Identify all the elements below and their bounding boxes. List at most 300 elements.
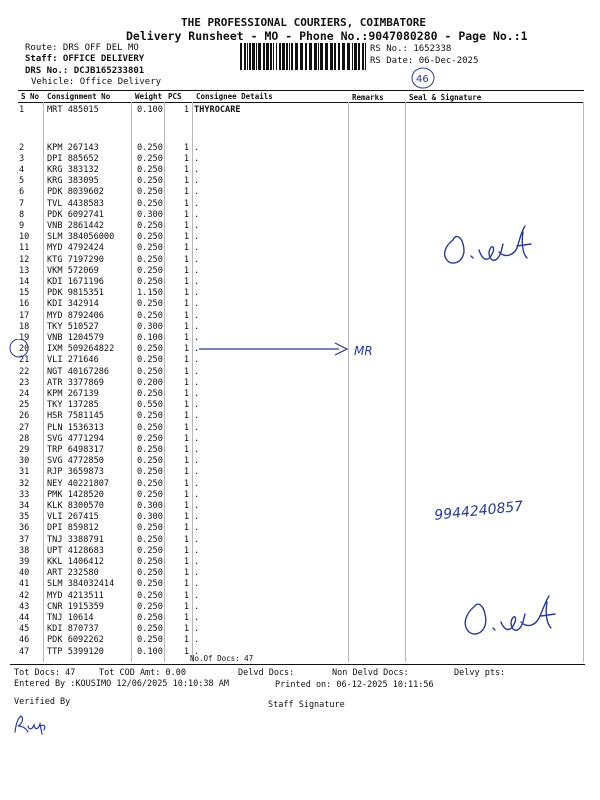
verified-by: Verified By [14, 697, 71, 707]
row-weight: 0.250 [137, 142, 163, 153]
row-sno: 18 [19, 321, 30, 332]
col-seal-signature: Seal & Signature [409, 93, 482, 102]
row-consignment-no: DPI 885652 [47, 153, 99, 164]
row-weight: 0.250 [137, 478, 163, 489]
row-consignment-no: VLI 267415 [47, 512, 99, 523]
row-consignment-no: TVL 4438583 [47, 198, 104, 209]
table-row [0, 546, 600, 556]
row-pcs: 1 [183, 601, 189, 612]
row-consignment-no: PDK 6092741 [47, 209, 104, 220]
row-weight: 0.100 [137, 332, 163, 343]
row-weight: 0.250 [137, 624, 163, 635]
table-row [0, 434, 600, 444]
row-consignee: . [194, 164, 200, 175]
row-consignee: . [194, 512, 200, 523]
row-consignee: . [194, 153, 200, 164]
row-consignee: . [194, 254, 200, 265]
table-row [0, 105, 600, 115]
row-consignment-no: KDI 1671196 [47, 276, 104, 287]
row-sno: 19 [19, 332, 30, 343]
row-consignee: . [194, 478, 200, 489]
row-consignment-no: KRG 383132 [47, 164, 99, 175]
row-consignee: . [194, 198, 200, 209]
row-consignment-no: MYD 8792406 [47, 310, 104, 321]
route-label: Route: DRS OFF DEL MO [25, 43, 139, 53]
row-consignee: . [194, 646, 200, 657]
row-weight: 0.250 [137, 456, 163, 467]
row-pcs: 1 [183, 568, 189, 579]
row-pcs: 1 [183, 646, 189, 657]
table-row [0, 367, 600, 377]
row-consignee: . [194, 344, 200, 355]
row-sno: 28 [19, 433, 30, 444]
table-row [0, 423, 600, 433]
row-consignment-no: KDI 342914 [47, 299, 99, 310]
row-weight: 0.250 [137, 276, 163, 287]
svg-text:MR: MR [354, 344, 373, 358]
row-consignment-no: SVG 4772850 [47, 456, 104, 467]
table-row [0, 299, 600, 309]
row-sno: 9 [19, 220, 25, 231]
row-consignment-no: SLM 384056000 [47, 232, 115, 243]
row-sno: 14 [19, 276, 30, 287]
table-row [0, 568, 600, 578]
row-weight: 0.300 [137, 512, 163, 523]
row-pcs: 1 [183, 265, 189, 276]
row-pcs: 1 [183, 355, 189, 366]
row-sno: 5 [19, 176, 25, 187]
row-pcs: 1 [183, 299, 189, 310]
row-consignee: . [194, 187, 200, 198]
row-sno: 6 [19, 187, 25, 198]
row-weight: 0.250 [137, 422, 163, 433]
row-pcs: 1 [183, 411, 189, 422]
row-weight: 0.250 [137, 523, 163, 534]
row-sno: 29 [19, 444, 30, 455]
row-weight: 0.250 [137, 198, 163, 209]
row-consignee: . [194, 444, 200, 455]
row-pcs: 1 [183, 344, 189, 355]
handwritten-page-mark [410, 66, 436, 90]
row-weight: 0.250 [137, 433, 163, 444]
svg-text:9944240857: 9944240857 [433, 498, 524, 524]
row-pcs: 1 [183, 243, 189, 254]
row-weight: 0.250 [137, 220, 163, 231]
row-consignee: . [194, 467, 200, 478]
row-consignee: . [194, 601, 200, 612]
row-consignment-no: MYD 4213511 [47, 590, 104, 601]
row-weight: 0.250 [137, 164, 163, 175]
row-sno: 34 [19, 500, 30, 511]
row-weight: 0.300 [137, 209, 163, 220]
row-sno: 25 [19, 400, 30, 411]
row-consignment-no: DPI 859812 [47, 523, 99, 534]
row-consignee: . [194, 612, 200, 623]
vehicle-label: Vehicle: Office Delivery [31, 77, 162, 87]
row-sno: 7 [19, 198, 25, 209]
row-weight: 0.250 [137, 187, 163, 198]
row-pcs: 1 [183, 377, 189, 388]
row-weight: 0.250 [137, 366, 163, 377]
col-sno: S No [21, 92, 40, 101]
row-sno: 26 [19, 411, 30, 422]
row-weight: 0.250 [137, 444, 163, 455]
col-weight: Weight [135, 92, 163, 101]
row-pcs: 1 [183, 198, 189, 209]
entered-by: Entered By :KOUSIMO 12/06/2025 10:10:38 AM [14, 679, 229, 689]
row-sno: 37 [19, 534, 30, 545]
rs-date: RS Date: 06-Dec-2025 [370, 56, 479, 66]
row-sno: 21 [19, 355, 30, 366]
row-weight: 0.250 [137, 388, 163, 399]
row-weight: 0.250 [137, 612, 163, 623]
row-consignment-no: SVG 4771294 [47, 433, 104, 444]
row-consignment-no: VKM 572069 [47, 265, 99, 276]
row-pcs: 1 [183, 579, 189, 590]
row-weight: 0.250 [137, 534, 163, 545]
row-sno: 31 [19, 467, 30, 478]
staff-signature-label: Staff Signature [268, 700, 345, 710]
row-pcs: 1 [183, 467, 189, 478]
col-remarks: Remarks [352, 93, 384, 102]
document-subtitle: Delivery Runsheet - MO - Phone No.:9047080280 - Page No.:1 [126, 29, 528, 43]
row-weight: 0.250 [137, 299, 163, 310]
row-pcs: 1 [183, 105, 189, 115]
row-consignment-no: ART 232580 [47, 568, 99, 579]
row-consignee: . [194, 523, 200, 534]
header-top-rule [18, 90, 584, 91]
row-sno: 35 [19, 512, 30, 523]
table-row [0, 411, 600, 421]
row-pcs: 1 [183, 232, 189, 243]
row-sno: 16 [19, 299, 30, 310]
row-consignment-no: KPM 267139 [47, 388, 99, 399]
row-consignee: . [194, 288, 200, 299]
row-sno: 46 [19, 635, 30, 646]
row-sno: 3 [19, 153, 25, 164]
delvd-docs: Delvd Docs: [238, 668, 295, 678]
row-pcs: 1 [183, 254, 189, 265]
no-of-docs: No.Of Docs: 47 [190, 654, 254, 663]
row-sno: 41 [19, 579, 30, 590]
table-bottom-rule [10, 664, 585, 665]
table-row [0, 143, 600, 153]
row-pcs: 1 [183, 556, 189, 567]
table-row [0, 176, 600, 186]
row-consignee: . [194, 332, 200, 343]
row-consignee: THYROCARE [194, 105, 241, 115]
table-row [0, 647, 600, 657]
row-weight: 0.250 [137, 153, 163, 164]
row-sno: 8 [19, 209, 25, 220]
row-sno: 22 [19, 366, 30, 377]
svg-text:46: 46 [416, 74, 429, 85]
barcode [240, 43, 368, 70]
row-sno: 24 [19, 388, 30, 399]
row-sno: 39 [19, 556, 30, 567]
row-pcs: 1 [183, 545, 189, 556]
row-consignee: . [194, 433, 200, 444]
row-consignment-no: TKY 510527 [47, 321, 99, 332]
row-consignment-no: KDI 870737 [47, 624, 99, 635]
table-row [0, 187, 600, 197]
row-sno: 2 [19, 142, 25, 153]
row-weight: 0.300 [137, 500, 163, 511]
row-weight: 0.550 [137, 400, 163, 411]
row-weight: 0.250 [137, 467, 163, 478]
row-pcs: 1 [183, 310, 189, 321]
table-row [0, 579, 600, 589]
row-consignee: . [194, 411, 200, 422]
rs-number: RS No.: 1652338 [370, 44, 452, 54]
row-consignment-no: MRT 485015 [47, 105, 99, 115]
row-pcs: 1 [183, 478, 189, 489]
row-consignment-no: UPT 4128683 [47, 545, 104, 556]
row-weight: 0.300 [137, 321, 163, 332]
row-weight: 0.250 [137, 590, 163, 601]
row-pcs: 1 [183, 500, 189, 511]
row-weight: 1.150 [137, 288, 163, 299]
row-consignment-no: TTP 5399120 [47, 646, 104, 657]
row-sno: 1 [19, 105, 25, 115]
row-sno: 27 [19, 422, 30, 433]
row-sno: 10 [19, 232, 30, 243]
row-weight: 0.250 [137, 232, 163, 243]
table-row [0, 165, 600, 175]
delvy-pts: Delvy pts: [454, 668, 506, 678]
row-pcs: 1 [183, 624, 189, 635]
col-pcs: PCS [168, 92, 182, 101]
handwritten-signature [435, 222, 550, 272]
row-pcs: 1 [183, 276, 189, 287]
row-consignment-no: CNR 1915359 [47, 601, 104, 612]
row-consignee: . [194, 556, 200, 567]
table-row [0, 311, 600, 321]
row-weight: 0.250 [137, 176, 163, 187]
table-row [0, 288, 600, 298]
row-sno: 17 [19, 310, 30, 321]
row-consignee: . [194, 265, 200, 276]
row-sno: 23 [19, 377, 30, 388]
row-consignee: . [194, 534, 200, 545]
row-sno: 45 [19, 624, 30, 635]
header-bottom-rule [18, 102, 584, 103]
row-weight: 0.200 [137, 377, 163, 388]
row-consignment-no: MYD 4792424 [47, 243, 104, 254]
row-sno: 20 [19, 344, 30, 355]
row-pcs: 1 [183, 366, 189, 377]
non-delvd-docs: Non Delvd Docs: [332, 668, 409, 678]
row-consignee: . [194, 276, 200, 287]
row-consignee: . [194, 243, 200, 254]
row-pcs: 1 [183, 512, 189, 523]
table-row [0, 456, 600, 466]
table-row [0, 535, 600, 545]
row-pcs: 1 [183, 612, 189, 623]
row-consignee: . [194, 176, 200, 187]
row-pcs: 1 [183, 534, 189, 545]
row-weight: 0.250 [137, 556, 163, 567]
table-row [0, 322, 600, 332]
row-pcs: 1 [183, 187, 189, 198]
drs-number: DRS No.: DCJB165233801 [25, 66, 145, 76]
table-row [0, 557, 600, 567]
row-consignment-no: TNJ 3388791 [47, 534, 104, 545]
row-sno: 12 [19, 254, 30, 265]
row-consignment-no: PDK 9815351 [47, 288, 104, 299]
row-pcs: 1 [183, 489, 189, 500]
row-consignee: . [194, 624, 200, 635]
handwritten-arrow-remark [4, 339, 384, 361]
row-pcs: 1 [183, 444, 189, 455]
row-pcs: 1 [183, 209, 189, 220]
row-sno: 33 [19, 489, 30, 500]
row-consignee: . [194, 568, 200, 579]
row-sno: 43 [19, 601, 30, 612]
row-sno: 47 [19, 646, 30, 657]
table-row [0, 199, 600, 209]
row-consignee: . [194, 579, 200, 590]
row-consignment-no: IXM 509264822 [47, 344, 115, 355]
row-weight: 0.250 [137, 635, 163, 646]
row-pcs: 1 [183, 220, 189, 231]
row-consignee: . [194, 590, 200, 601]
row-consignee: . [194, 220, 200, 231]
table-row [0, 389, 600, 399]
row-consignee: . [194, 299, 200, 310]
printed-on: Printed on: 06-12-2025 10:11:56 [275, 680, 434, 690]
handwritten-signature-2 [455, 590, 575, 642]
row-consignment-no: KPM 267143 [47, 142, 99, 153]
row-weight: 0.250 [137, 265, 163, 276]
row-sno: 40 [19, 568, 30, 579]
staff-label: Staff: OFFICE DELIVERY [25, 54, 145, 64]
row-weight: 0.250 [137, 411, 163, 422]
row-consignee: . [194, 500, 200, 511]
row-consignment-no: PDK 8039602 [47, 187, 104, 198]
row-pcs: 1 [183, 321, 189, 332]
row-pcs: 1 [183, 288, 189, 299]
row-sno: 30 [19, 456, 30, 467]
row-consignment-no: PDK 6092262 [47, 635, 104, 646]
row-consignee: . [194, 321, 200, 332]
tot-docs: Tot Docs: 47 [14, 668, 76, 678]
table-row [0, 378, 600, 388]
row-weight: 0.100 [137, 646, 163, 657]
row-consignment-no: SLM 384032414 [47, 579, 115, 590]
row-consignee: . [194, 310, 200, 321]
row-weight: 0.250 [137, 355, 163, 366]
row-consignee: . [194, 142, 200, 153]
row-sno: 11 [19, 243, 30, 254]
row-consignment-no: VLI 271646 [47, 355, 99, 366]
row-sno: 13 [19, 265, 30, 276]
row-consignment-no: TKY 137285 [47, 400, 99, 411]
table-row [0, 154, 600, 164]
row-consignee: . [194, 377, 200, 388]
row-consignment-no: KKL 1406412 [47, 556, 104, 567]
row-consignee: . [194, 388, 200, 399]
row-weight: 0.250 [137, 254, 163, 265]
row-pcs: 1 [183, 422, 189, 433]
row-pcs: 1 [183, 523, 189, 534]
handwritten-phone-number [430, 488, 570, 528]
verifier-signature [12, 712, 52, 738]
row-consignment-no: HSR 7581145 [47, 411, 104, 422]
table-row [0, 479, 600, 489]
row-consignment-no: NGT 40167286 [47, 366, 110, 377]
table-row [0, 400, 600, 410]
row-consignment-no: VNB 1204579 [47, 332, 104, 343]
row-weight: 0.250 [137, 489, 163, 500]
row-sno: 15 [19, 288, 30, 299]
row-weight: 0.250 [137, 344, 163, 355]
row-pcs: 1 [183, 164, 189, 175]
row-consignment-no: NEY 40221807 [47, 478, 110, 489]
row-consignment-no: PLN 1536313 [47, 422, 104, 433]
table-row [0, 210, 600, 220]
row-consignment-no: KLK 8300570 [47, 500, 104, 511]
table-row [0, 445, 600, 455]
row-pcs: 1 [183, 400, 189, 411]
row-weight: 0.250 [137, 310, 163, 321]
row-consignment-no: PMK 1428520 [47, 489, 104, 500]
row-pcs: 1 [183, 590, 189, 601]
table-row [0, 277, 600, 287]
row-sno: 4 [19, 164, 25, 175]
row-weight: 0.250 [137, 579, 163, 590]
col-consignment: Consignment No [47, 92, 111, 101]
row-pcs: 1 [183, 456, 189, 467]
row-weight: 0.250 [137, 568, 163, 579]
row-consignee: . [194, 456, 200, 467]
col-consignee: Consignee Details [196, 92, 273, 101]
row-sno: 38 [19, 545, 30, 556]
row-consignee: . [194, 366, 200, 377]
row-pcs: 1 [183, 433, 189, 444]
row-consignment-no: KTG 7197290 [47, 254, 104, 265]
row-consignee: . [194, 545, 200, 556]
row-sno: 44 [19, 612, 30, 623]
row-consignee: . [194, 209, 200, 220]
row-consignment-no: TRP 6498317 [47, 444, 104, 455]
row-consignee: . [194, 232, 200, 243]
row-consignee: . [194, 355, 200, 366]
row-sno: 36 [19, 523, 30, 534]
tot-cod-amt: Tot COD Amt: 0.00 [99, 668, 186, 678]
row-weight: 0.250 [137, 545, 163, 556]
row-sno: 32 [19, 478, 30, 489]
row-consignment-no: RJP 3659873 [47, 467, 104, 478]
table-row [0, 467, 600, 477]
row-consignee: . [194, 422, 200, 433]
row-consignment-no: VNB 2861442 [47, 220, 104, 231]
row-consignment-no: KRG 383095 [47, 176, 99, 187]
row-consignment-no: TNJ 10614 [47, 612, 94, 623]
row-sno: 42 [19, 590, 30, 601]
row-pcs: 1 [183, 176, 189, 187]
document-title: THE PROFESSIONAL COURIERS, COIMBATORE [181, 16, 427, 29]
row-consignee: . [194, 400, 200, 411]
row-consignment-no: ATR 3377869 [47, 377, 104, 388]
row-pcs: 1 [183, 332, 189, 343]
row-pcs: 1 [183, 142, 189, 153]
row-pcs: 1 [183, 153, 189, 164]
row-consignee: . [194, 489, 200, 500]
row-weight: 0.250 [137, 601, 163, 612]
row-weight: 0.100 [137, 105, 163, 115]
row-pcs: 1 [183, 635, 189, 646]
